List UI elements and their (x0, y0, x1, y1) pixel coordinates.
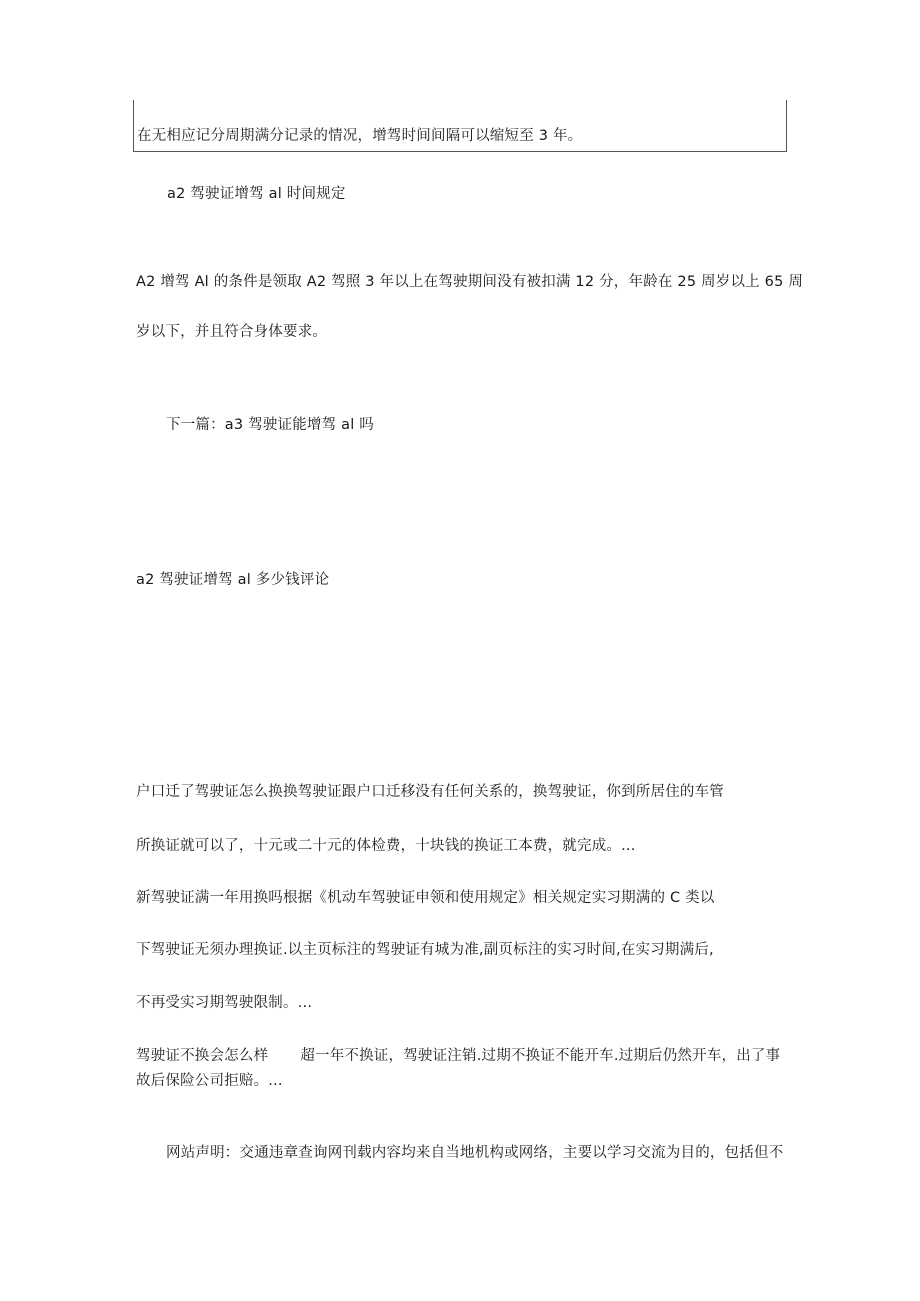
related-3-text: 超一年不换证，驾驶证注销.过期不换证不能开车.过期后仍然开车，出了事 (300, 1048, 781, 1064)
related-2-line1[interactable]: 新驾驶证满一年用换吗根据《机动车驾驶证申领和使用规定》相关规定实习期满的 C 类以 (136, 890, 715, 906)
table-cell-box (133, 100, 787, 152)
related-1-line2: 所换证就可以了，十元或二十元的体检费，十块钱的换证工本费，就完成。... (136, 838, 636, 854)
related-3-title[interactable]: 驾驶证不换会怎么样 (136, 1048, 269, 1064)
related-1-line1[interactable]: 户口迁了驾驶证怎么换换驾驶证跟户口迁移没有任何关系的，换驾驶证，你到所居住的车管 (136, 784, 724, 800)
table-cell-text: 在无相应记分周期满分记录的情况，增驾时间间隔可以缩短至 3 年。 (137, 128, 583, 144)
related-3-line1 (136, 1046, 780, 1066)
site-disclaimer: 网站声明：交通违章查询网刊载内容均来自当地机构或网络，主要以学习交流为目的，包括但不 (166, 1145, 784, 1161)
cost-comment-title: a2 驾驶证增驾 al 多少钱评论 (136, 572, 330, 588)
para-a2-condition-line1: A2 增驾 Al 的条件是领取 A2 驾照 3 年以上在驾驶期间没有被扣满 12 分，年龄在 25 周岁以上 65 周 (136, 274, 804, 290)
related-3-line2: 故后保险公司拒赔。... (136, 1073, 283, 1089)
para-a2-condition-line2: 岁以下，并且符合身体要求。 (136, 324, 328, 340)
related-2-line3: 不再受实习期驾驶限制。... (136, 995, 313, 1011)
heading-a2-time-rule: a2 驾驶证增驾 al 时间规定 (167, 186, 346, 202)
next-article-link[interactable]: 下一篇：a3 驾驶证能增驾 al 吗 (166, 417, 374, 433)
related-2-line2: 下驾驶证无须办理换证.以主页标注的驾驶证有城为准,副页标注的实习时间,在实习期满后, (136, 942, 714, 958)
